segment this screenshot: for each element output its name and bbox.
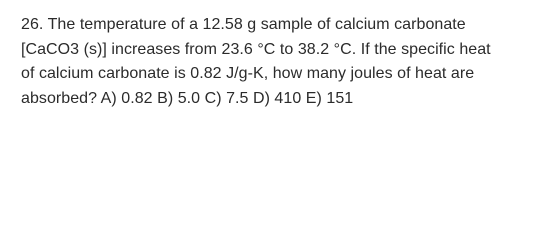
question-line-1: 26. The temperature of a 12.58 g sample of calcium carbonate — [21, 16, 466, 33]
question-line-2: [CaCO3 (s)] increases from 23.6 °C to 38.2 °C. If the specific heat — [21, 40, 491, 58]
question-text — [21, 13, 551, 111]
question-line-3: of calcium carbonate is 0.82 J/g-K, how many joules of heat are — [21, 65, 475, 82]
question-line-4: absorbed? A) 0.82 B) 5.0 C) 7.5 D) 410 E) 151 — [21, 89, 354, 107]
